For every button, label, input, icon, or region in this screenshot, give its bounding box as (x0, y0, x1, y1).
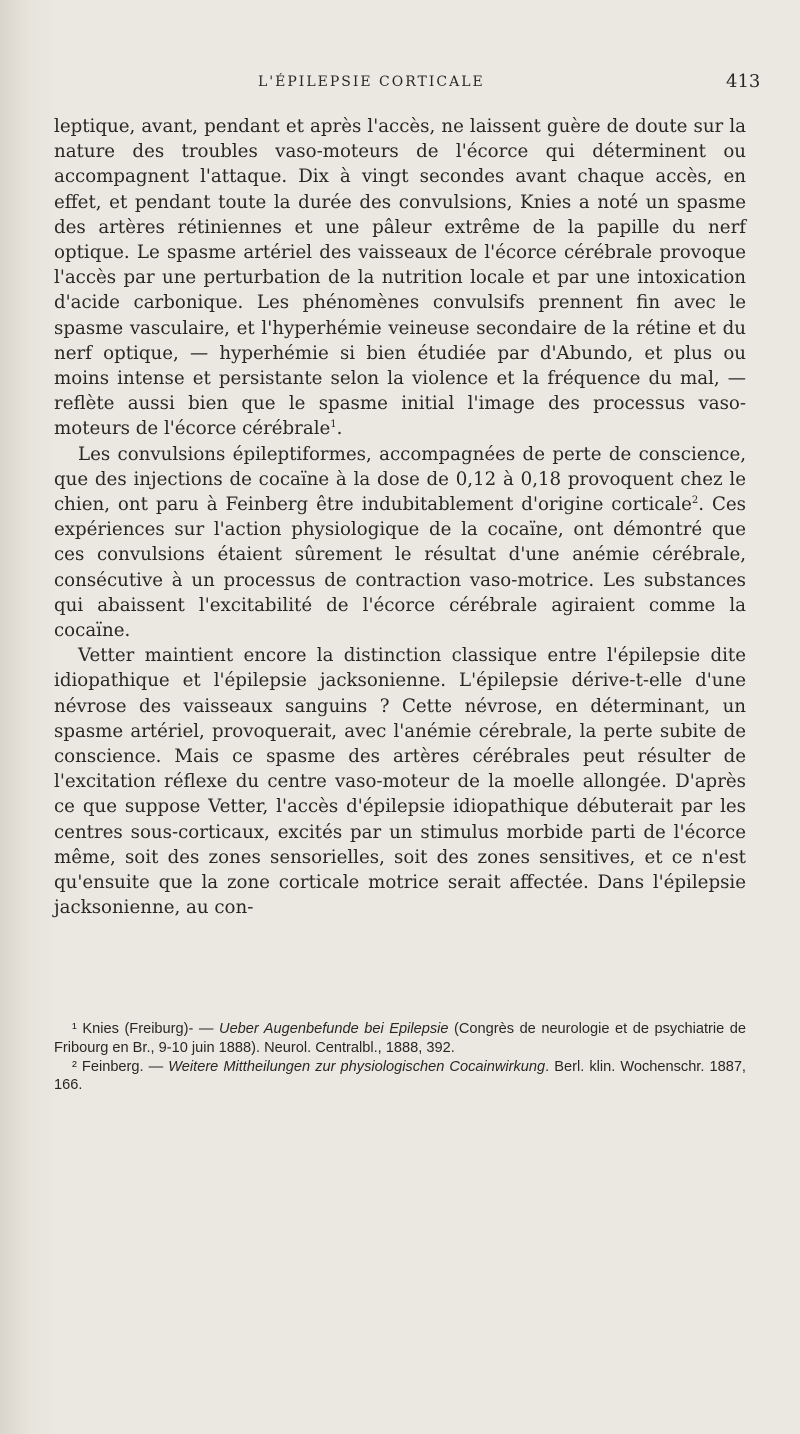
page-header (0, 71, 800, 100)
paragraph-1-end: . (336, 418, 343, 440)
body-text (54, 114, 746, 921)
footnote-1-title: Ueber Augenbefunde bei Epilepsie (219, 1021, 449, 1037)
paragraph-3: Vetter maintient encore la distinction classique entre l'épilepsie dite idiopathique et l'épilepsie jacksonienne. L'épilepsie dérive-t-elle d'une névrose des vaisseaux sanguins ? Cette névrose, en déterminant, un spasme artériel, provoquerait, avec l'anémie cérebrale, la perte subite de conscience. Mais ce spasme des artères cérébrales peut résulter de l'excitation réflexe du centre vaso-moteur de la moelle allongée. D'après ce que suppose Vetter, l'accès d'épilepsie idiopathique débuterait par les centres sous-corticaux, excités par un stimulus morbide parti de l'écorce même, soit des zones sensorielles, soit des zones sensitives, et ce n'est qu'ensuite que la zone corticale motrice serait affectée. Dans l'épilepsie jacksonienne, au con- (54, 645, 746, 919)
footnote-2-title: Weitere Mittheilungen zur physiologischen Cocainwirkung (168, 1058, 546, 1075)
paragraph-1-text: leptique, avant, pendant et après l'accès, ne laissent guère de doute sur la nature des troubles vaso-moteurs de l'écorce qui déterminent ou accompagnent l'attaque. Dix à vingt secondes avant chaque accès, en effet, et pendant toute la durée des convulsions, Knies a noté un spasme des artères rétiniennes et une pâleur extrême de la papille du nerf optique. Le spasme artériel des vaisseaux de l'écorce cérébrale provoque l'accès par une perturbation de la nutrition locale et par une intoxication d'acide carbonique. Les phénomènes convulsifs prennent fin avec le spasme vasculaire, et l'hyperhémie veineuse secondaire de la rétine et du nerf optique, — hyperhémie si bien étudiée par d'Abundo, et plus ou moins intense et persistante selon la violence et la fréquence du mal, — reflète aussi bien que le spasme initial l'image des processus vaso-moteurs de l'écorce cérébrale (54, 116, 746, 440)
footnote-1-rest: (Congrès de neurologie et de psychiatrie de Fribourg en Br., 9-10 juin 1888). Neurol. Centralbl., 1888, 392. (54, 1021, 746, 1056)
footnote-1-mark: ¹ (72, 1021, 77, 1037)
footnote-ref-1: 1 (330, 419, 337, 431)
footnote-2-author: Feinberg. — (76, 1058, 169, 1075)
footnote-2-mark: ² (72, 1058, 77, 1075)
page-number: 413 (726, 71, 761, 92)
footnote-1-author: Knies (Freiburg)- — (76, 1021, 220, 1037)
footnote-ref-2: 2 (691, 494, 699, 506)
running-title: L'ÉPILEPSIE CORTICALE (258, 74, 485, 90)
footnote-1 (54, 1020, 746, 1058)
paragraph-2-text: Les convulsions épileptiformes, accompagnées de perte de conscience, que des injections de cocaïne à la dose de 0,12 à 0,18 provoquent chez le chien, ont paru à Feinberg être indubitablement d'origine corticale (54, 443, 746, 516)
paragraph-2-end: . Ces expériences sur l'action physiologique de la cocaïne, ont démontré que ces convulsions étaient sûrement le résultat d'une anémie cérébrale, consécutive à un processus de contraction vaso-motrice. Les substances qui abaissent l'excitabilité de l'écorce cérébrale agiraient comme la cocaïne. (54, 494, 746, 642)
footnote-2-rest: . Berl. klin. Wochenschr. 1887, 166. (54, 1058, 746, 1094)
footnote-2 (54, 1058, 746, 1096)
paragraph-1 (54, 114, 746, 442)
paragraph-2 (54, 442, 746, 644)
footnotes (54, 1020, 746, 1095)
